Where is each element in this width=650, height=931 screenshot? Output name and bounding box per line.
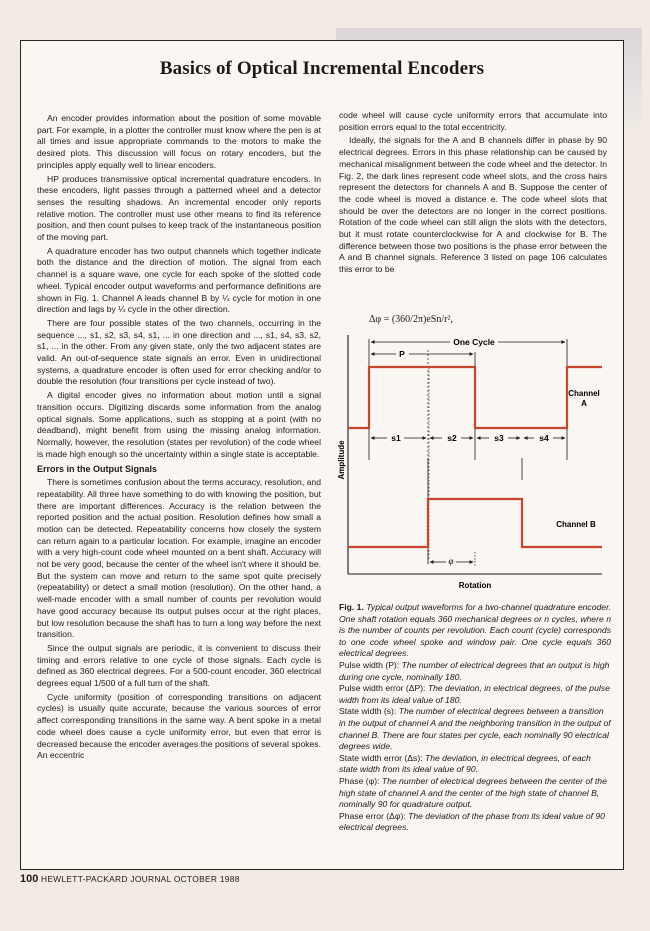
paragraph: code wheel will cause cycle uniformity errors that accumulate into position errors equal to the total eccentricity. [339,110,607,132]
definition-term: Pulse width error (ΔP): [339,683,426,694]
phase-label: φ [448,556,454,566]
left-column [37,113,321,762]
definition-text: The deviation, in electrical degrees, of the pulse width from its ideal value of 180. [339,683,610,705]
channel-a-label: A [581,399,587,408]
page-number: 100 [20,873,39,885]
channel-a-label: Channel [568,389,600,398]
caption-definition [339,660,611,683]
definition-term: Pulse width (P): [339,659,400,670]
definition-text: The deviation, in electrical degrees, of each state width from its ideal value of 90. [339,752,591,775]
caption-definition [339,811,611,834]
figure-caption [339,602,611,834]
caption-definition [339,753,611,776]
one-cycle-label: One Cycle [453,337,495,347]
phase-error-formula: Δφ = (360/2π)eSn/r², [369,314,453,325]
paragraph: A digital encoder gives no information about motion until a signal transition occurs. Digitizing discards some information from the analog optical signals. Some applications, such as stopping at a point (with no deadband), might benefit from using the missing analog information. Normally, however, the resolution (states per revolution) of the code wheel is made high enough so the uncertainty within a single state is acceptable. [37,390,321,459]
state-label: s4 [539,433,549,443]
paragraph: There is sometimes confusion about the terms accuracy, resolution, and repeatability. All three have something to do with knowing the position, but there are important differences. Accuracy is the relation between the reported position and the actual position. Resolution defines how small a motion can be detected. Repeatability concerns how closely the system can return again to a particular location. For example, imagine an encoder with a very high-count code wheel mounted on a bent shaft. Accuracy will not be very good, because the center of the wheel isn't where it should be. But the system can move and return to the same spot quite precisely (repeatability) or detect a small motion (resolution). On the other hand, a well-made encoder with a small number of counts per revolution would have good accuracy because its output pulses occur at the right places, but low resolution because the shaft has to turn a long way before the next transition. [37,477,321,640]
paragraph: A quadrature encoder has two output channels which together indicate both the distance and the direction of motion. The signal from each channel is a square wave, one cycle for each spoke of the slotted code wheel. Typical encoder output waveforms and performance definitions are shown in Fig. 1. Channel A leads channel B by ¼ cycle for motion in one direction and lags by ¼ cycle in the other direction. [37,245,321,315]
state-label: s2 [447,433,457,443]
paragraph: Ideally, the signals for the A and B channels differ in phase by 90 electrical degrees. Errors in this phase relationship can be caused by mechanical misalignment between the code wheel and the detector. In Fig. 2, the dark lines represent code wheel slots, and the cross hairs represent the detectors for channels A and B. Suppose the center of the code wheel is moved a distance e. The code wheel slots that should be over the detectors are no longer in the correct positions. Rotation of the code wheel can still align the slots with the detectors, but it must rotate counterclockwise for A and clockwise for B. The difference between those two positions is the phase error between the A and B channel signals. Reference 3 listed on page 106 calculates this error to be [339,135,607,275]
caption-lead: Fig. 1. [339,602,364,612]
paragraph: Cycle uniformity (position of corresponding transitions on adjacent cycles) is usually quite accurate, because the various sources of error affect corresponding transitions in the same way. A bent spoke in a metal code wheel does cause a cycle uniformity error, but even that error is decreased because the encoder averages the positions of several spokes. An eccentric [37,691,321,761]
definition-term: Phase (φ): [339,775,380,786]
paragraph: HP produces transmissive optical incremental quadrature encoders. In these encoders, light passes through a patterned wheel and a detector senses the resulting shadows. An incremental encoder only reports relative motion. The controller must use other means to find its reference position, and then count pulses to keep track of the instantaneous position of the moving part. [37,173,321,243]
waveform-diagram [338,330,610,598]
journal-name: HEWLETT-PACKARD JOURNAL OCTOBER 1988 [41,874,240,884]
caption-intro [339,602,611,660]
state-label: s3 [494,433,504,443]
paragraph: There are four possible states of the two channels, occurring in the sequence ..., s1, s2, s3, s4, s1, ... in one direction and ..., s1, s4, s3, s2, s1, ... in the other. From any given state, only the two adjacent states are valid. An out-of-sequence state signals an error. Even in unidirectional systems, a quadrature encoder is often used for error checking and/or to double the resolution (four transitions per cycle instead of two). [37,317,321,387]
amplitude-axis-label: Amplitude [337,440,346,480]
caption-definition [339,776,611,811]
channel-a-waveform [348,367,602,428]
article-title: Basics of Optical Incremental Encoders [159,58,485,79]
right-column [339,110,607,276]
paragraph: Since the output signals are periodic, it is convenient to discuss their timing and errors relative to one cycle of those signals. Each cycle is defined as 360 electrical degrees. For a 500-count encoder, 360 electrical degrees equal 1/500 of a full turn of the shaft. [37,642,321,689]
definition-text: The deviation of the phase from its ideal value of 90 electrical degrees. [339,810,605,833]
definition-text: The number of electrical degrees that an output is high during one cycle, nominally 180. [339,659,610,682]
figure-1 [338,330,610,598]
rotation-axis-label: Rotation [458,581,492,590]
section-heading: Errors in the Output Signals [37,464,158,475]
caption-definition [339,706,611,752]
page-footer [20,873,240,885]
definition-term: Phase error (Δφ): [339,810,406,821]
caption-text: Typical output waveforms for a two-channel quadrature encoder. One shaft rotation equals 360 mechanical degrees or n cycles, where n is the number of counts per revolution. Each count (cycle) corresponds to one code wheel spoke and window pair. One cycle equals 360 electrical degrees. [339,602,611,659]
definition-text: The number of electrical degrees between the center of the high state of channel A and the center of the high state of channel B, nominally 90 for quadrature output. [339,775,607,810]
definition-text: The number of electrical degrees between a transition in the output of channel A and the neighboring transition in the output of channel B. There are four states per cycle, each nominally 90 electrical degrees wide. [339,706,611,752]
definition-term: State width error (Δs): [339,752,423,763]
state-label: s1 [391,433,401,443]
pulse-width-label: P [399,349,405,359]
paragraph: An encoder provides information about the position of some movable part. For example, in a plotter the controller must know where the pen is at all times and issue appropriate commands to the motors to make the desired plots. This discussion will focus on rotary encoders, but the principles apply equally well to linear encoders. [37,113,321,170]
caption-definition [339,683,611,706]
definition-term: State width (s): [339,706,397,717]
channel-b-label: Channel B [556,520,596,529]
